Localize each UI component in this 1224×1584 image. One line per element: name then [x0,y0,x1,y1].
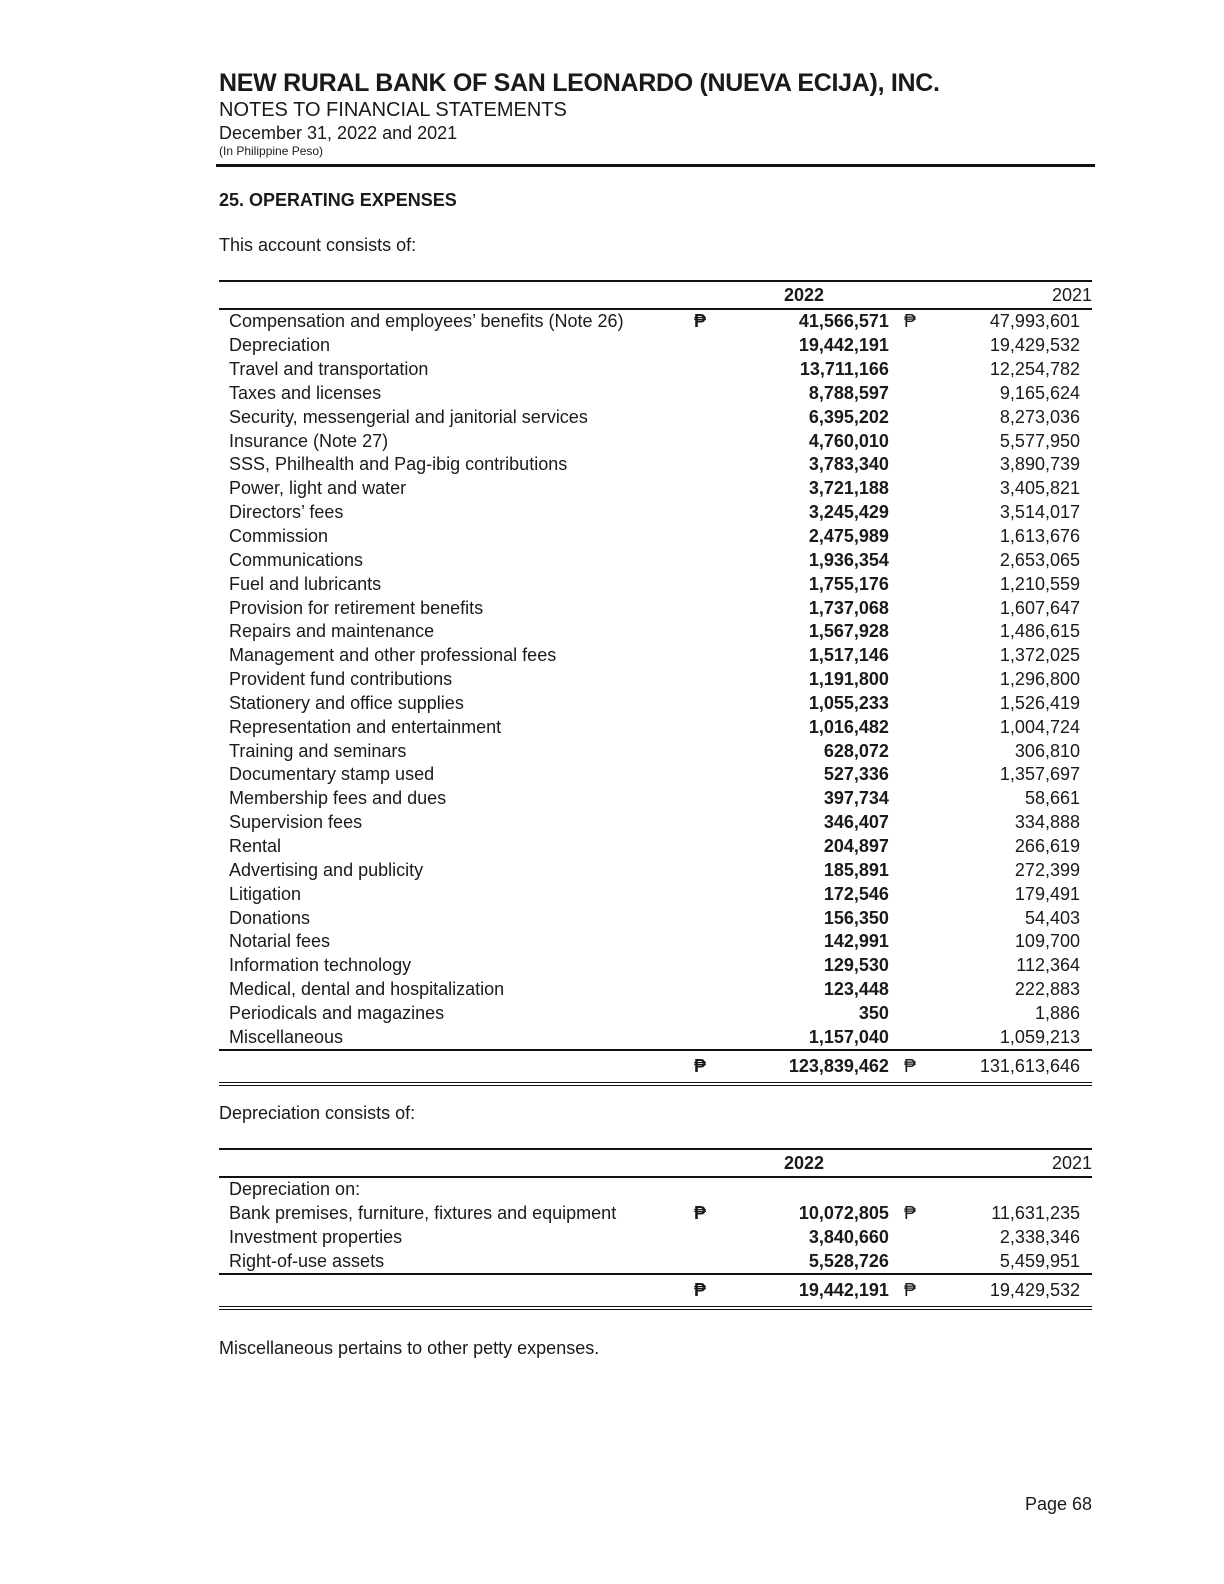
row-label: Miscellaneous [229,1026,344,1047]
value-2021: 2,338,346 [999,1227,1080,1248]
row-label: Periodicals and magazines [229,1002,445,1023]
currency-symbol [694,882,744,906]
currency-symbol [694,858,744,882]
currency-symbol [889,930,964,954]
value-2022: 172,546 [823,883,889,904]
row-label: Provision for retirement benefits [229,597,484,618]
currency-symbol: ₱ [694,1274,744,1308]
value-2021: 222,883 [1014,979,1080,1000]
currency-symbol [694,811,744,835]
row-label: Donations [229,907,311,928]
currency-symbol [889,1025,964,1050]
value-2022: 1,517,146 [808,645,889,666]
operating-expenses-table [219,280,1092,1086]
table-row [219,429,1092,453]
table-row [219,978,1092,1002]
currency-symbol [694,405,744,429]
value-2021: 1,210,559 [999,573,1080,594]
row-label: Insurance (Note 27) [229,430,389,451]
row-label: Fuel and lubricants [229,573,382,594]
currency-symbol: ₱ [889,1050,964,1084]
currency-symbol: ₱ [903,1203,916,1224]
value-2021: 1,357,697 [999,764,1080,785]
value-2022: 8,788,597 [808,382,889,403]
row-label: Training and seminars [229,740,407,761]
currency-symbol [889,763,964,787]
currency-symbol: ₱ [693,1203,706,1224]
row-label: Representation and entertainment [229,716,502,737]
currency-symbol [694,358,744,382]
table-row [219,501,1092,525]
currency-symbol [694,382,744,406]
currency-symbol [694,1250,744,1275]
currency-symbol [694,620,744,644]
column-header-2022: 2022 [744,1149,964,1177]
row-label: Commission [229,526,329,547]
total-2022: 123,839,462 [744,1050,889,1084]
currency-symbol [889,596,964,620]
table-row [219,811,1092,835]
table-row [219,572,1092,596]
currency-symbol [889,906,964,930]
value-2022: 346,407 [823,812,889,833]
currency-symbol [889,739,964,763]
value-2021: 266,619 [1014,835,1080,856]
value-2021: 112,364 [1016,955,1080,976]
row-label: Investment properties [229,1227,403,1248]
value-2021: 1,607,647 [999,597,1080,618]
value-2022: 527,336 [823,764,889,785]
depreciation-intro: Depreciation consists of: [219,1103,416,1123]
table-row [219,858,1092,882]
table-row [219,309,1092,334]
value-2022: 1,157,040 [808,1026,889,1047]
currency-symbol [694,453,744,477]
value-2021: 179,491 [1014,883,1080,904]
currency-symbol [889,954,964,978]
currency-symbol [694,1025,744,1050]
currency-symbol [889,405,964,429]
table-row [219,334,1092,358]
currency-symbol [889,811,964,835]
value-2021: 3,890,739 [999,454,1080,475]
row-label: SSS, Philhealth and Pag-ibig contributions [229,454,568,475]
row-label: Supervision fees [229,812,363,833]
currency-symbol [694,739,744,763]
section-title: 25. OPERATING EXPENSES [219,190,457,210]
table-row [219,1202,1092,1226]
currency-symbol [694,501,744,525]
currency-symbol [694,930,744,954]
value-2022: 6,395,202 [808,406,889,427]
value-2021: 1,613,676 [999,526,1080,547]
currency-symbol [889,1226,964,1250]
value-2022: 350 [858,1002,889,1023]
currency-symbol [889,453,964,477]
currency-symbol [694,596,744,620]
table-row [219,548,1092,572]
currency-symbol: ₱ [694,1050,744,1084]
table-row [219,620,1092,644]
table-row [219,382,1092,406]
value-2021: 3,405,821 [999,478,1080,499]
currency-symbol [889,835,964,859]
row-label: Documentary stamp used [229,764,435,785]
row-label: Directors’ fees [229,502,344,523]
currency-symbol [694,477,744,501]
value-2022: 1,737,068 [808,597,889,618]
currency-symbol [889,525,964,549]
currency-symbol [889,620,964,644]
row-label: Stationery and office supplies [229,692,464,713]
value-2021: 8,273,036 [999,406,1080,427]
currency-symbol [889,858,964,882]
currency-note: (In Philippine Peso) [219,144,324,158]
currency-symbol [694,978,744,1002]
value-2022: 3,783,340 [808,454,889,475]
value-2022: 19,442,191 [798,335,889,356]
currency-symbol [889,334,964,358]
value-2021: 272,399 [1014,859,1080,880]
row-label: Taxes and licenses [229,382,382,403]
row-label: Litigation [229,883,302,904]
value-2021: 47,993,601 [989,311,1080,332]
value-2022: 1,755,176 [808,573,889,594]
value-2021: 19,429,532 [989,335,1080,356]
currency-symbol [889,692,964,716]
value-2021: 1,004,724 [999,716,1080,737]
row-label: Power, light and water [229,478,407,499]
table-row [219,715,1092,739]
currency-symbol [694,954,744,978]
column-header-2021: 2021 [964,281,1092,309]
value-2022: 123,448 [823,979,889,1000]
total-2021: 131,613,646 [964,1050,1092,1084]
header-divider [216,164,1095,167]
value-2021: 306,810 [1014,740,1080,761]
row-label: Advertising and publicity [229,859,424,880]
row-label: Communications [229,549,364,570]
row-label: Provident fund contributions [229,669,453,690]
table-row [219,692,1092,716]
total-row [219,1274,1092,1308]
table-row [219,954,1092,978]
row-label: Bank premises, furniture, fixtures and equipment [229,1203,617,1224]
row-label: Repairs and maintenance [229,621,435,642]
value-2021: 1,059,213 [999,1026,1080,1047]
table-row [219,1250,1092,1275]
total-2022: 19,442,191 [744,1274,889,1308]
currency-symbol [889,882,964,906]
table-row [219,358,1092,382]
currency-symbol [694,572,744,596]
value-2022: 1,567,928 [808,621,889,642]
value-2021: 9,165,624 [999,382,1080,403]
currency-symbol [889,978,964,1002]
table-row [219,739,1092,763]
currency-symbol [694,763,744,787]
value-2022: 1,191,800 [808,669,889,690]
column-header-2022: 2022 [744,281,964,309]
table-row [219,1226,1092,1250]
currency-symbol [889,548,964,572]
value-2021: 1,296,800 [999,669,1080,690]
value-2022: 628,072 [823,740,889,761]
table-row [219,405,1092,429]
table-row [219,525,1092,549]
currency-symbol [889,429,964,453]
value-2021: 12,254,782 [989,359,1080,380]
value-2022: 5,528,726 [808,1250,889,1271]
value-2022: 142,991 [823,931,889,952]
table-row [219,644,1092,668]
table-row [219,596,1092,620]
currency-symbol [694,525,744,549]
value-2021: 2,653,065 [999,549,1080,570]
row-label: Compensation and employees’ benefits (Note 26) [229,311,624,332]
company-name: NEW RURAL BANK OF SAN LEONARDO (NUEVA ECIJA), INC. [219,69,940,97]
row-label: Travel and transportation [229,359,429,380]
table-row [219,835,1092,859]
document-subtitle: NOTES TO FINANCIAL STATEMENTS [219,99,567,121]
total-label [219,1050,694,1084]
value-2021: 5,577,950 [999,430,1080,451]
value-2021: 58,661 [1024,788,1080,809]
statement-date: December 31, 2022 and 2021 [219,123,458,143]
currency-symbol [694,835,744,859]
currency-symbol [694,548,744,572]
total-row [219,1050,1092,1084]
currency-symbol [889,644,964,668]
value-2021: 1,486,615 [999,621,1080,642]
currency-symbol [694,668,744,692]
value-2022: 3,245,429 [808,502,889,523]
row-label: Information technology [229,955,412,976]
table-row [219,763,1092,787]
value-2021: 334,888 [1014,812,1080,833]
table-row [219,668,1092,692]
table-header-row [219,1149,1092,1177]
row-label: Security, messengerial and janitorial services [229,406,588,427]
currency-symbol [889,787,964,811]
table-row [219,906,1092,930]
row-label: Notarial fees [229,931,331,952]
currency-symbol [694,429,744,453]
row-label: Rental [229,835,282,856]
value-2021: 11,631,235 [991,1203,1080,1224]
page-number: Page 68 [1024,1494,1092,1514]
value-2021: 1,886 [1034,1002,1080,1023]
row-label: Management and other professional fees [229,645,557,666]
currency-symbol [694,1001,744,1025]
currency-symbol [889,668,964,692]
currency-symbol [889,382,964,406]
table-row [219,1001,1092,1025]
value-2022: 2,475,989 [808,526,889,547]
value-2022: 3,840,660 [808,1227,889,1248]
currency-symbol [694,1226,744,1250]
document-header [219,68,1094,158]
total-label [219,1274,694,1308]
value-2022: 1,936,354 [808,549,889,570]
value-2022: 204,897 [823,835,889,856]
value-2022: 10,072,805 [798,1203,889,1224]
value-2022: 1,055,233 [808,692,889,713]
currency-symbol [889,715,964,739]
currency-symbol [889,1250,964,1275]
value-2022: 13,711,166 [799,359,889,380]
value-2022: 1,016,482 [808,716,889,737]
value-2021: 1,372,025 [999,645,1080,666]
row-label: Right-of-use assets [229,1250,385,1271]
depreciation-table [219,1148,1092,1310]
table-row [219,477,1092,501]
currency-symbol [694,715,744,739]
value-2022: 397,734 [823,788,889,809]
currency-symbol [694,692,744,716]
value-2022: 41,566,571 [798,311,889,332]
value-2021: 54,403 [1024,907,1080,928]
column-header-2021: 2021 [964,1149,1092,1177]
section-intro: This account consists of: [219,235,417,255]
currency-symbol [889,477,964,501]
currency-symbol [889,572,964,596]
value-2021: 109,700 [1014,931,1080,952]
value-2021: 3,514,017 [999,502,1080,523]
footnote: Miscellaneous pertains to other petty expenses. [219,1338,600,1358]
currency-symbol: ₱ [889,1274,964,1308]
currency-symbol: ₱ [903,311,916,332]
table-row [219,882,1092,906]
table-row [219,1025,1092,1050]
table-header-row [219,281,1092,309]
value-2021: 5,459,951 [999,1250,1080,1271]
currency-symbol [694,334,744,358]
currency-symbol [694,787,744,811]
table-row [219,787,1092,811]
row-label: Medical, dental and hospitalization [229,979,505,1000]
value-2022: 3,721,188 [808,478,889,499]
value-2022: 185,891 [823,859,889,880]
table-row [219,453,1092,477]
group-label-row [219,1177,1092,1202]
row-label: Depreciation [229,335,331,356]
total-2021: 19,429,532 [964,1274,1092,1308]
row-label: Membership fees and dues [229,788,447,809]
currency-symbol [694,906,744,930]
value-2022: 156,350 [823,907,889,928]
value-2022: 129,530 [823,955,889,976]
value-2021: 1,526,419 [999,692,1080,713]
currency-symbol: ₱ [693,311,706,332]
currency-symbol [889,501,964,525]
currency-symbol [889,1001,964,1025]
value-2022: 4,760,010 [808,430,889,451]
currency-symbol [694,644,744,668]
currency-symbol [889,358,964,382]
group-label: Depreciation on: [229,1179,361,1200]
table-row [219,930,1092,954]
